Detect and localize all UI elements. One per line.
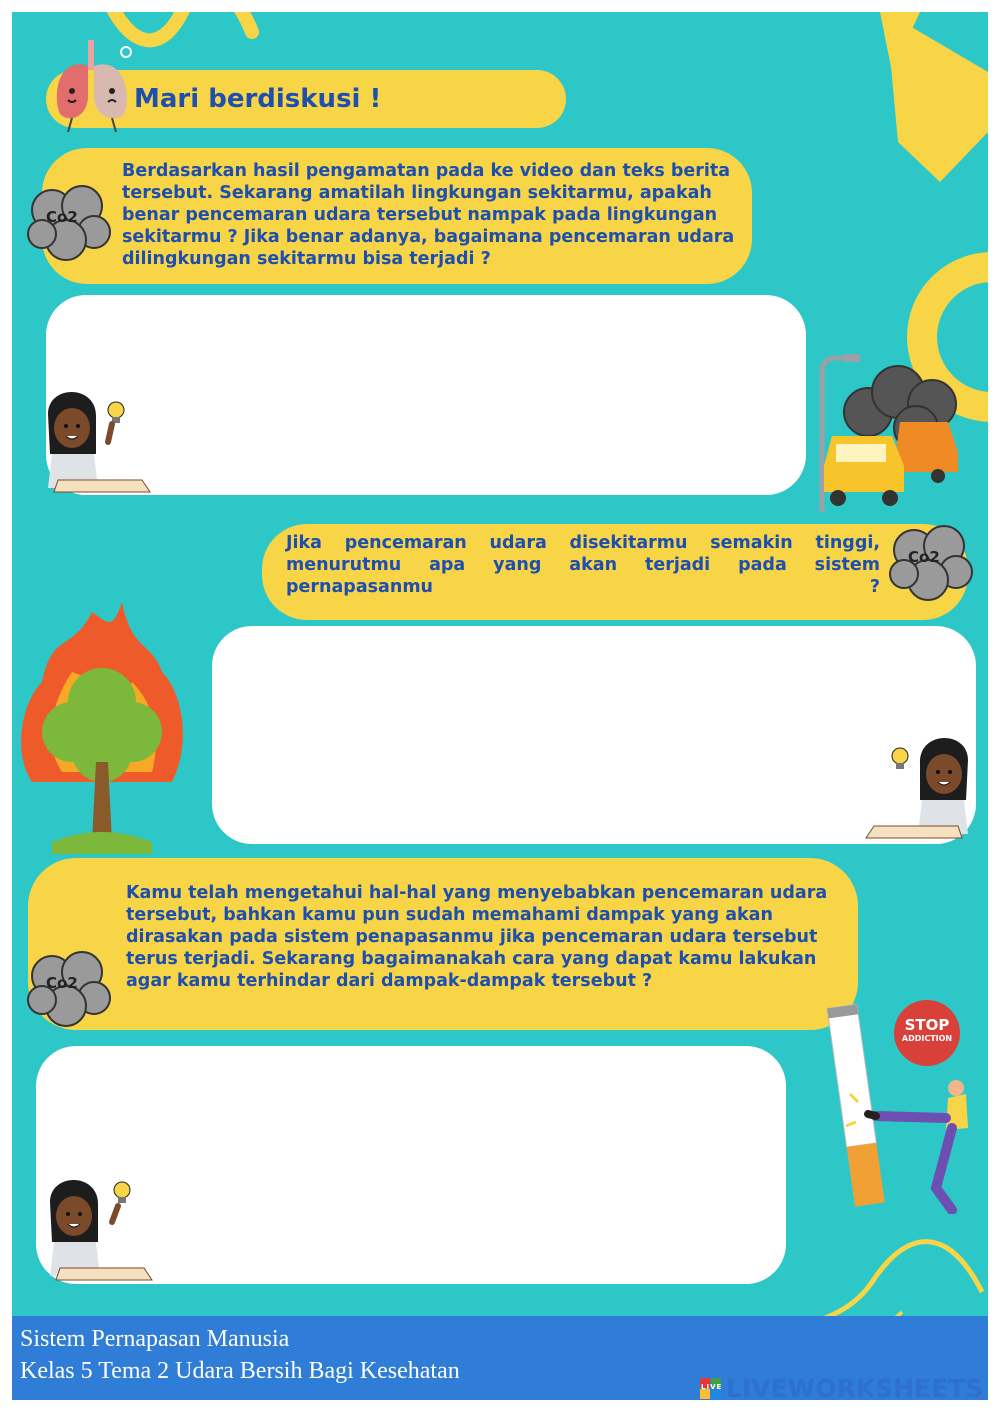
co2-cloud-icon-3 <box>26 946 112 1030</box>
lungs-icon <box>48 36 138 132</box>
page-title: Mari berdiskusi ! <box>134 84 382 114</box>
girl-student-icon <box>38 384 158 496</box>
cars-smoke-icon <box>808 352 968 512</box>
girl-student-icon-2 <box>858 730 978 842</box>
co2-cloud-icon-2 <box>888 520 974 604</box>
burning-tree-icon <box>12 592 192 862</box>
co2-cloud-icon <box>26 180 112 264</box>
question-3-text: Kamu telah mengetahui hal-hal yang menyebabkan pencemaran udara tersebut, bahkan kamu pun sudah memahami dampak yang akan dirasakan pada sistem penapasanmu jika pencemaran udara tersebut terus terjadi. Sekarang bagaimanakah cara yang dapat kamu lakukan agar kamu terhindar dari dampak-dampak tersebut ? <box>126 883 828 991</box>
worksheet-page <box>12 12 988 1400</box>
question-2-text: Jika pencemaran udara disekitarmu semakin tinggi, menurutmu apa yang akan terjadi pada sistem pernapasanmu ? <box>286 533 880 597</box>
liveworksheets-badge-icon <box>700 1378 722 1400</box>
badge-label: LIVE <box>701 1383 723 1391</box>
question-1-text: Berdasarkan hasil pengamatan pada ke video dan teks berita tersebut. Sekarang amatilah lingkungan sekitarmu, apakah benar pencemaran udara tersebut nampak pada lingkungan sekitarmu ? Jika benar adanya, bagaimana pencemaran udara dilingkungan sekitarmu bisa terjadi ? <box>122 161 735 269</box>
liveworksheets-watermark: LIVEWORKSHEETS <box>726 1374 984 1403</box>
stop-sign-top: STOP <box>904 1016 950 1034</box>
co2-label: Co2 <box>46 208 78 226</box>
answer-1-field[interactable] <box>46 295 806 495</box>
kicking-cigarette-icon <box>806 998 986 1214</box>
footer-class-theme: Kelas 5 Tema 2 Udara Bersih Bagi Kesehatan <box>20 1358 460 1384</box>
stop-sign-bottom: ADDICTION <box>901 1034 953 1043</box>
decor-triangle <box>880 12 988 182</box>
girl-student-icon-3 <box>40 1172 160 1284</box>
co2-label-2: Co2 <box>908 548 940 566</box>
footer-subject: Sistem Pernapasan Manusia <box>20 1326 290 1352</box>
co2-label-3: Co2 <box>46 974 78 992</box>
